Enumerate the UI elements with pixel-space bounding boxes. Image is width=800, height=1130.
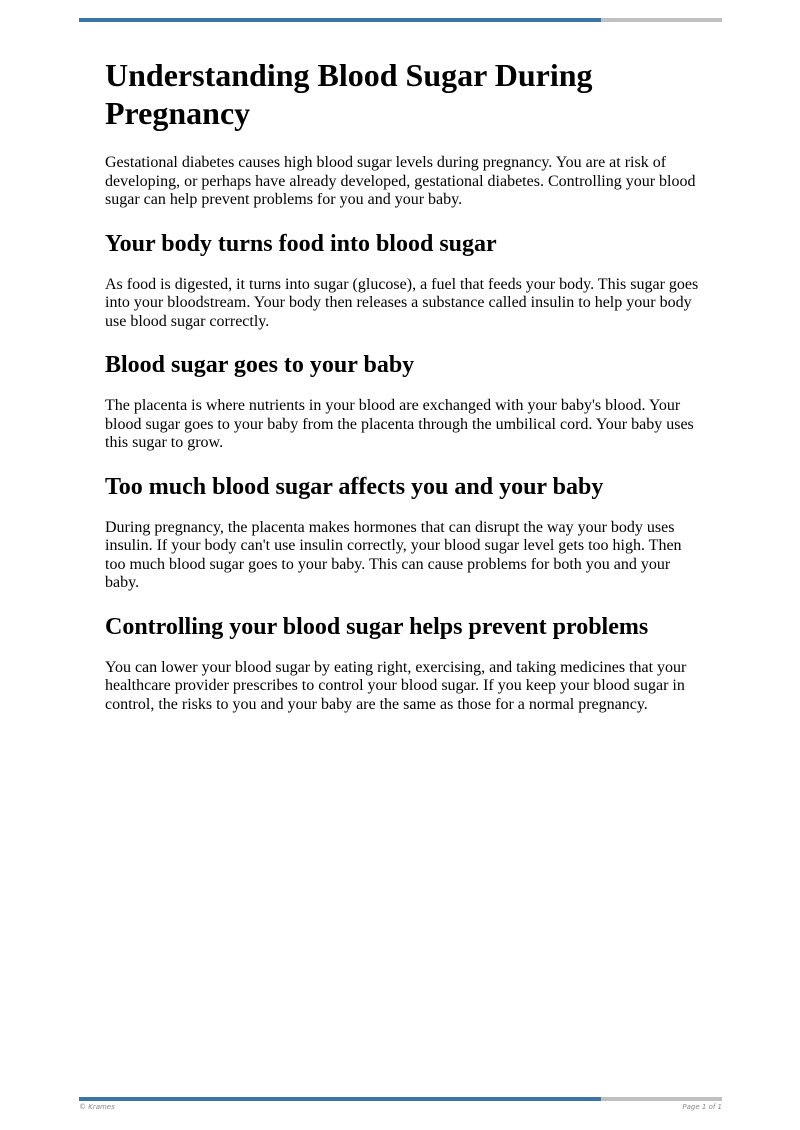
footer-accent-bar bbox=[79, 1097, 722, 1101]
section-too-much-sugar bbox=[105, 473, 705, 593]
section-heading: Controlling your blood sugar helps prevent problems bbox=[105, 613, 649, 640]
page-number: Page 1 of 1 bbox=[682, 1103, 722, 1111]
section-sugar-to-baby bbox=[105, 351, 705, 453]
section-paragraph: The placenta is where nutrients in your blood are exchanged with your baby's blood. Your blood sugar goes to your baby from the placenta through the umbilical cord. Your baby uses this sugar to grow. bbox=[105, 397, 694, 451]
header-accent-bar bbox=[79, 18, 722, 22]
page-title: Understanding Blood Sugar During Pregnancy bbox=[105, 57, 593, 131]
header-accent-bar-fill bbox=[79, 18, 601, 22]
copyright-text: © Krames bbox=[79, 1103, 115, 1111]
section-heading: Your body turns food into blood sugar bbox=[105, 230, 497, 257]
section-paragraph: You can lower your blood sugar by eating right, exercising, and taking medicines that your healthcare provider prescribes to control your blood sugar. If you keep your blood sugar in control, the risks to you and your baby are the same as those for a normal pregnancy. bbox=[105, 658, 687, 713]
section-paragraph: As food is digested, it turns into sugar (glucose), a fuel that feeds your body. This sugar goes into your bloodstream. Your body then releases a substance called insulin to help your body use blood sugar correctly. bbox=[105, 275, 699, 330]
section-food-to-sugar bbox=[105, 230, 705, 332]
page-footer bbox=[79, 1103, 722, 1111]
section-heading: Too much blood sugar affects you and your baby bbox=[105, 473, 604, 500]
intro-paragraph: Gestational diabetes causes high blood sugar levels during pregnancy. You are at risk of developing, or perhaps have already developed, gestational diabetes. Controlling your blood sugar can help prevent problems for you and your baby. bbox=[105, 154, 696, 208]
section-heading: Blood sugar goes to your baby bbox=[105, 352, 415, 378]
section-controlling-sugar bbox=[105, 613, 705, 715]
document-body bbox=[105, 56, 705, 734]
footer-accent-bar-fill bbox=[79, 1097, 601, 1101]
section-paragraph: During pregnancy, the placenta makes hormones that can disrupt the way your body uses insulin. If your body can't use insulin correctly, your blood sugar level gets too high. Then too much blood sugar goes to your baby. This can cause problems for both you and your baby. bbox=[105, 518, 682, 591]
